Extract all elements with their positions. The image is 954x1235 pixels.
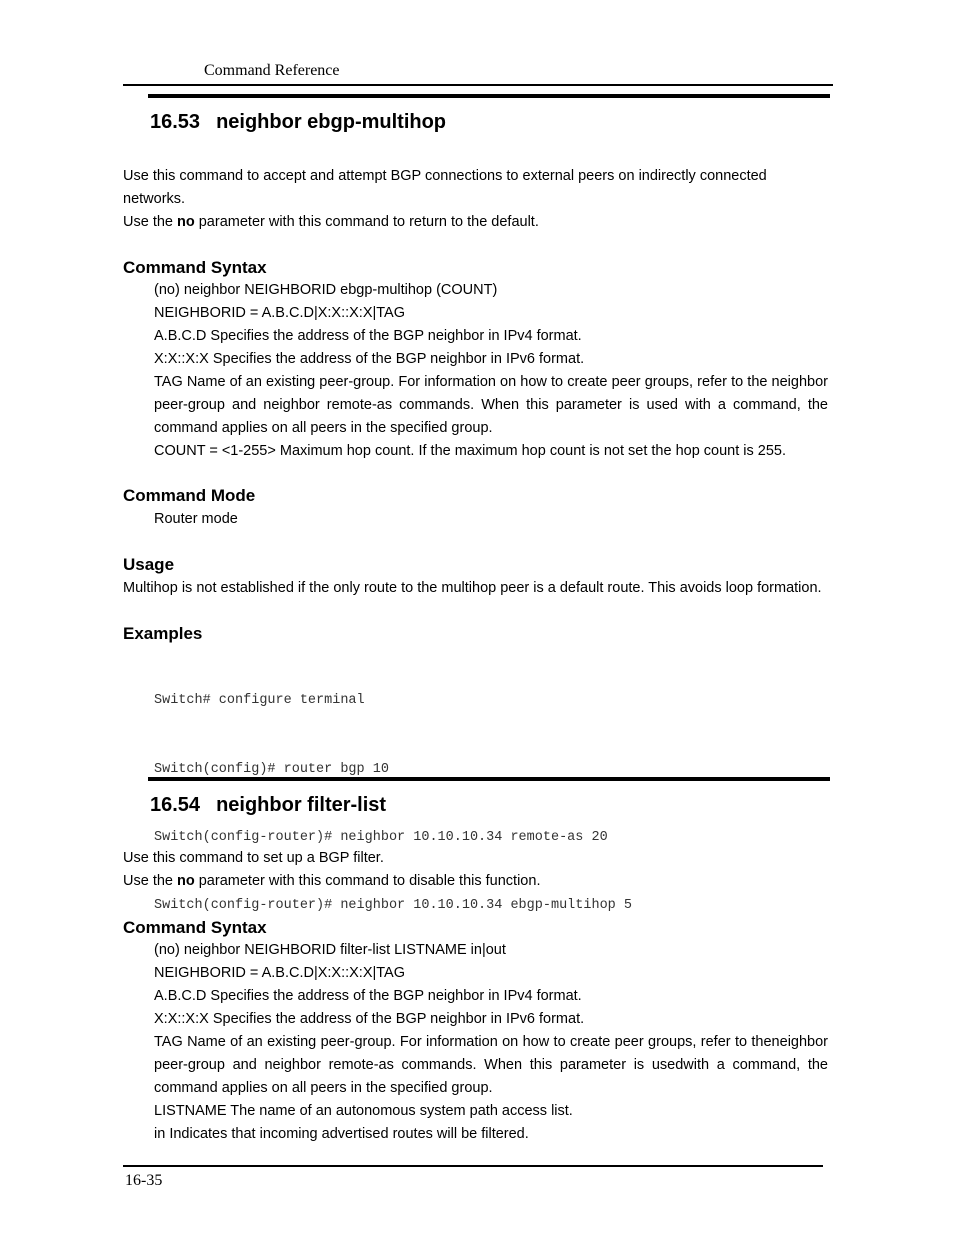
syntax-line: X:X::X:X Specifies the address of the BGP neighbor in IPv6 format. xyxy=(154,1011,585,1027)
syntax-line: COUNT = <1-255> Maximum hop count. If the maximum hop count is not set the hop count is 255. xyxy=(154,443,787,459)
section-title: neighbor filter-list xyxy=(216,794,387,816)
syntax-line: NEIGHBORID = A.B.C.D|X:X::X:X|TAG xyxy=(154,965,406,981)
syntax-line: LISTNAME The name of an autonomous system path access list. xyxy=(154,1103,573,1119)
syntax-line: TAG Name of an existing peer-group. For information on how to create peer groups, refer to the neighbor peer-group and neighbor remote-as commands. When this parameter is used with a command, the command applies on all peers in the specified group. xyxy=(154,374,828,436)
intro-line: Use this command to set up a BGP filter. xyxy=(123,850,384,866)
command-syntax-heading: Command Syntax xyxy=(123,918,267,937)
command-mode-heading: Command Mode xyxy=(123,486,256,505)
syntax-line: (no) neighbor NEIGHBORID filter-list LISTNAME in|out xyxy=(154,942,506,958)
no-parameter-note: Use the no parameter with this command to return to the default. xyxy=(123,214,539,230)
page-number: 16-35 xyxy=(125,1172,163,1189)
syntax-line: TAG Name of an existing peer-group. For information on how to create peer groups, refer to theneighbor peer-group and neighbor remote-as commands. When this parameter is usedwith a command, the command applies on all peers in the specified group. xyxy=(154,1034,828,1096)
syntax-line: X:X::X:X Specifies the address of the BGP neighbor in IPv6 format. xyxy=(154,351,585,367)
examples-heading: Examples xyxy=(123,624,203,643)
syntax-line: in Indicates that incoming advertised routes will be filtered. xyxy=(154,1126,529,1142)
command-mode-text: Router mode xyxy=(154,511,238,527)
section-rule-16-53 xyxy=(148,94,830,98)
syntax-line: A.B.C.D Specifies the address of the BGP neighbor in IPv4 format. xyxy=(154,328,582,344)
command-syntax-block xyxy=(154,939,828,1146)
section-number: 16.53 xyxy=(150,111,201,133)
no-parameter-note: Use the no parameter with this command to disable this function. xyxy=(123,873,541,889)
section-rule-16-54 xyxy=(148,777,830,781)
code-line: Switch(config)# router bgp 10 xyxy=(154,761,389,777)
command-syntax-heading: Command Syntax xyxy=(123,258,267,277)
section-title: neighbor ebgp-multihop xyxy=(216,111,447,133)
header-rule xyxy=(123,84,833,86)
no-keyword: no xyxy=(177,873,195,889)
usage-heading: Usage xyxy=(123,555,175,574)
running-header: Command Reference xyxy=(204,62,340,79)
intro-paragraph-16-53 xyxy=(123,165,833,234)
intro-paragraph-16-54 xyxy=(123,847,833,893)
section-heading-16-53 xyxy=(150,111,446,134)
footer-rule xyxy=(123,1165,823,1167)
intro-line: networks. xyxy=(123,191,186,207)
code-line: Switch# configure terminal xyxy=(154,693,365,709)
examples-code-block xyxy=(154,645,632,940)
section-heading-16-54 xyxy=(150,794,386,817)
command-syntax-block xyxy=(154,279,828,463)
syntax-line: (no) neighbor NEIGHBORID ebgp-multihop (COUNT) xyxy=(154,282,498,298)
code-line: Switch(config-router)# neighbor 10.10.10.34 ebgp-multihop 5 xyxy=(154,897,632,913)
intro-line: Use this command to accept and attempt BGP connections to external peers on indirectly connected xyxy=(123,168,767,184)
usage-text: Multihop is not established if the only route to the multihop peer is a default route. This avoids loop formation. xyxy=(123,580,822,596)
code-line: Switch(config-router)# neighbor 10.10.10.34 remote-as 20 xyxy=(154,829,608,845)
no-keyword: no xyxy=(177,214,195,230)
syntax-line: NEIGHBORID = A.B.C.D|X:X::X:X|TAG xyxy=(154,305,406,321)
section-number: 16.54 xyxy=(150,794,201,816)
syntax-line: A.B.C.D Specifies the address of the BGP neighbor in IPv4 format. xyxy=(154,988,582,1004)
